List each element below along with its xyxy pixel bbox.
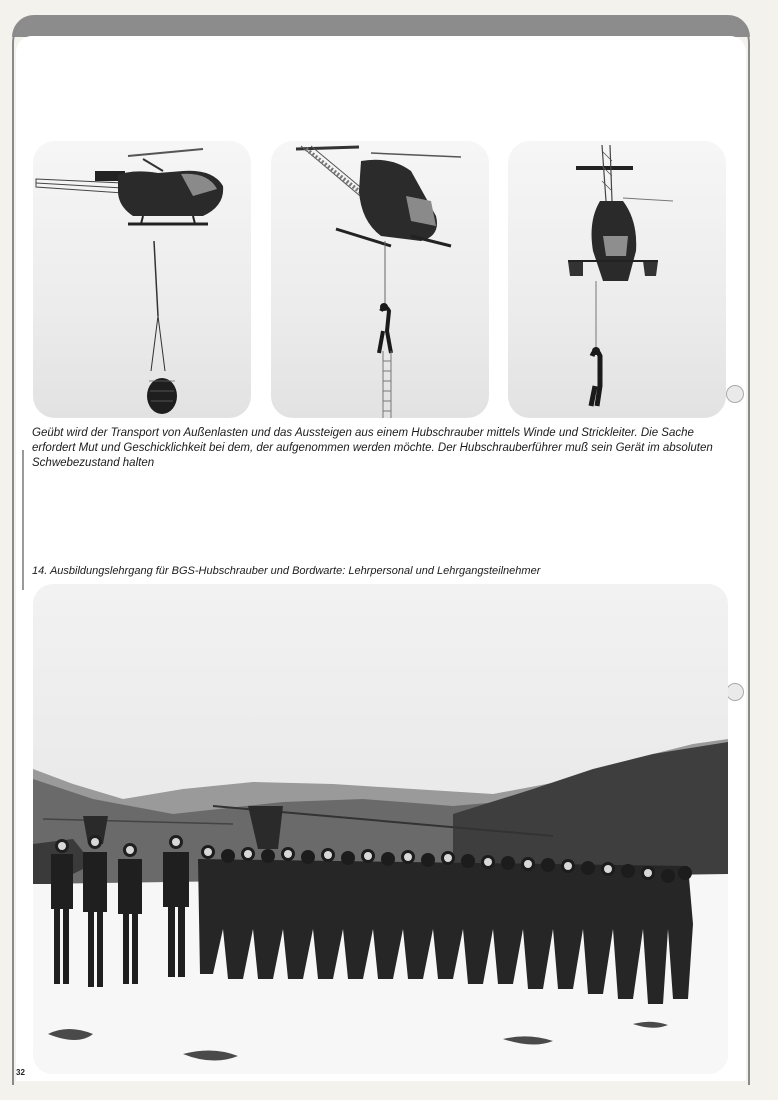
photo-helicopter-rope-ladder bbox=[271, 141, 489, 418]
page-number: 32 bbox=[16, 1068, 25, 1077]
top-caption: Geübt wird der Transport von Außenlasten und das Aussteigen aus einem Hubschrauber mittels Winde und Strickleiter. Die Sache erfordert Mut und Geschicklichkeit bei dem, der aufgenommen werden möchte. Der Hubschrauberführer muß sein Gerät im absoluten Schwebezustand halten bbox=[32, 427, 713, 469]
photo-group-in-snow bbox=[33, 584, 728, 1074]
photo-helicopter-winch bbox=[508, 141, 726, 418]
photo-helicopter-external-load bbox=[33, 141, 251, 418]
group-photo-caption: 14. Ausbildungslehrgang für BGS-Hubschrauber und Bordwarte: Lehrpersonal und Lehrgangsteilnehmer bbox=[32, 565, 541, 577]
punch-hole bbox=[726, 385, 744, 403]
punch-hole bbox=[726, 683, 744, 701]
margin-line bbox=[22, 450, 24, 590]
